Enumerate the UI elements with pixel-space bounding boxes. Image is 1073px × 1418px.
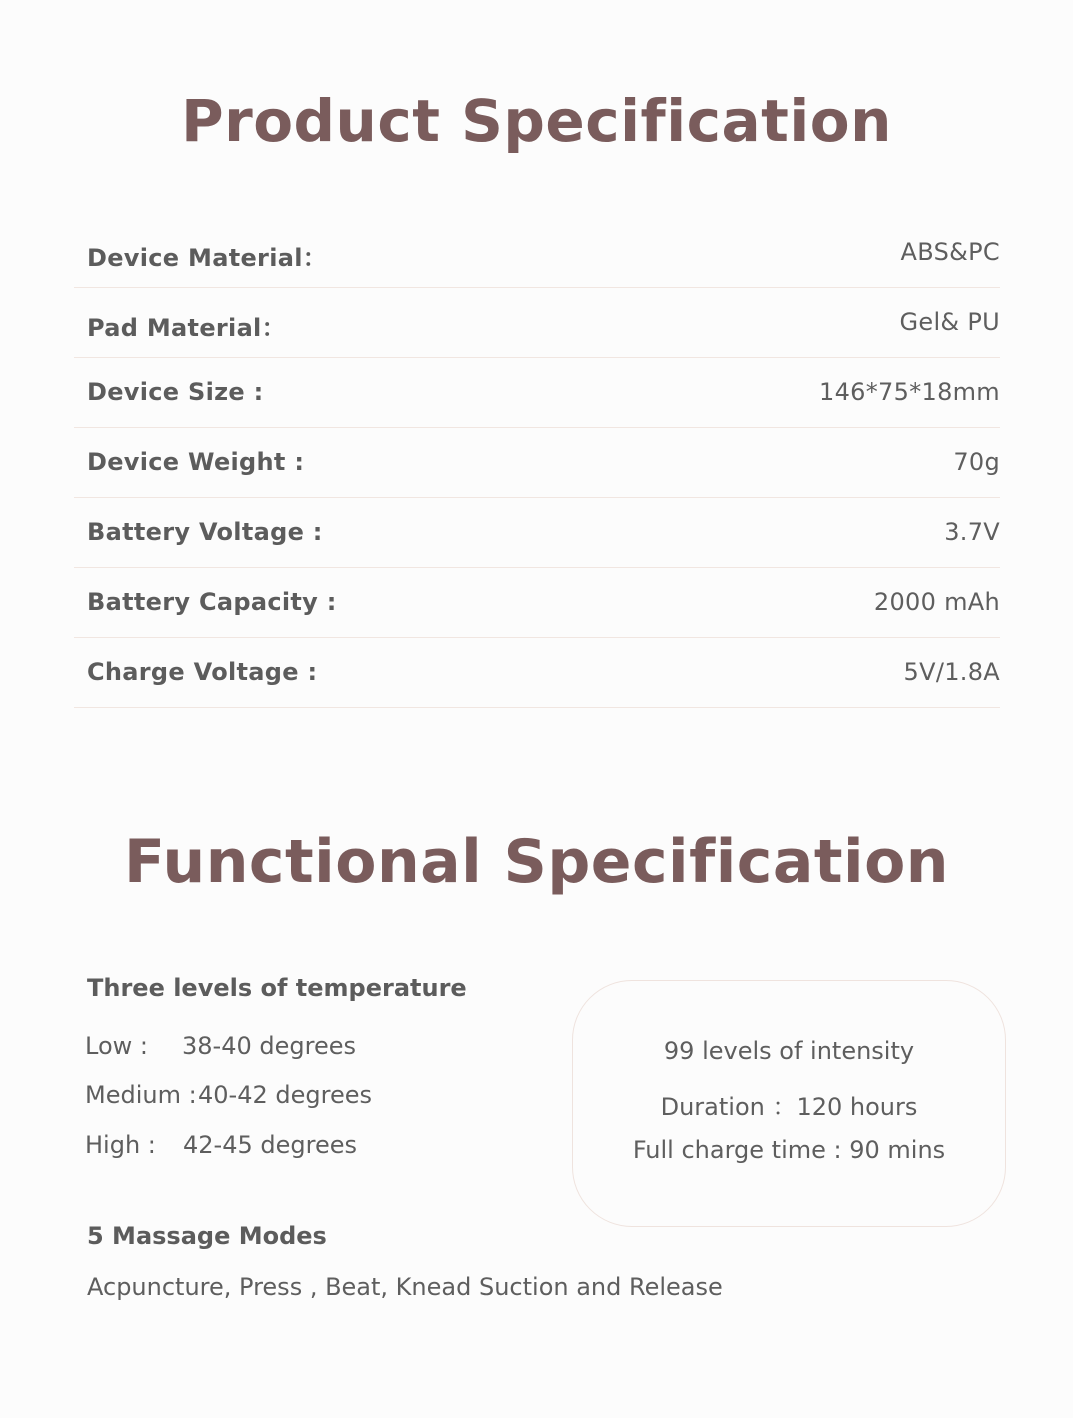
temperature-heading: Three levels of temperature [87,974,467,1002]
spec-value: Gel& PU [899,308,1000,336]
spec-row-battery-voltage [74,498,1000,568]
massage-modes-list: Acpuncture, Press , Beat, Knead Suction and Release [87,1273,723,1301]
temperature-value: 38-40 degrees [182,1032,356,1060]
duration-text: Duration ：120 hours [660,1093,918,1121]
spec-row-device-material [74,218,1000,288]
temperature-label: Medium : [85,1081,197,1109]
spec-value: 3.7V [944,518,1000,546]
spec-row-battery-capacity [74,568,1000,638]
temperature-level-low [85,1032,356,1060]
spec-label: Battery Capacity : [87,588,337,616]
spec-value: 70g [953,448,1000,476]
spec-value: 146*75*18mm [819,378,1000,406]
spec-row-device-weight [74,428,1000,498]
intensity-levels-text: 99 levels of intensity [663,1037,915,1065]
spec-value: 2000 mAh [873,588,1000,616]
spec-label: Device Weight : [87,448,305,476]
temperature-label: High : [85,1131,156,1159]
spec-value: 5V/1.8A [903,658,1000,686]
intensity-info-card [572,980,1006,1227]
spec-value: ABS&PC [900,238,1000,266]
spec-row-pad-material [74,288,1000,358]
spec-label: Battery Voltage : [87,518,323,546]
spec-row-device-size [74,358,1000,428]
spec-label: Pad Material： [87,314,286,342]
charge-time-text: Full charge time : 90 mins [632,1136,946,1164]
spec-label: Device Material： [87,244,328,272]
temperature-level-medium [85,1081,372,1109]
temperature-value: 42-45 degrees [183,1131,357,1159]
massage-modes-heading: 5 Massage Modes [87,1222,327,1250]
temperature-level-high [85,1131,357,1159]
spec-label: Device Size : [87,378,264,406]
spec-row-charge-voltage [74,638,1000,708]
spec-label: Charge Voltage : [87,658,318,686]
product-spec-title: Product Specification [181,87,892,155]
functional-spec-title: Functional Specification [123,827,950,897]
product-spec-table [74,218,1000,708]
temperature-value: 40-42 degrees [198,1081,372,1109]
temperature-label: Low : [85,1032,148,1060]
